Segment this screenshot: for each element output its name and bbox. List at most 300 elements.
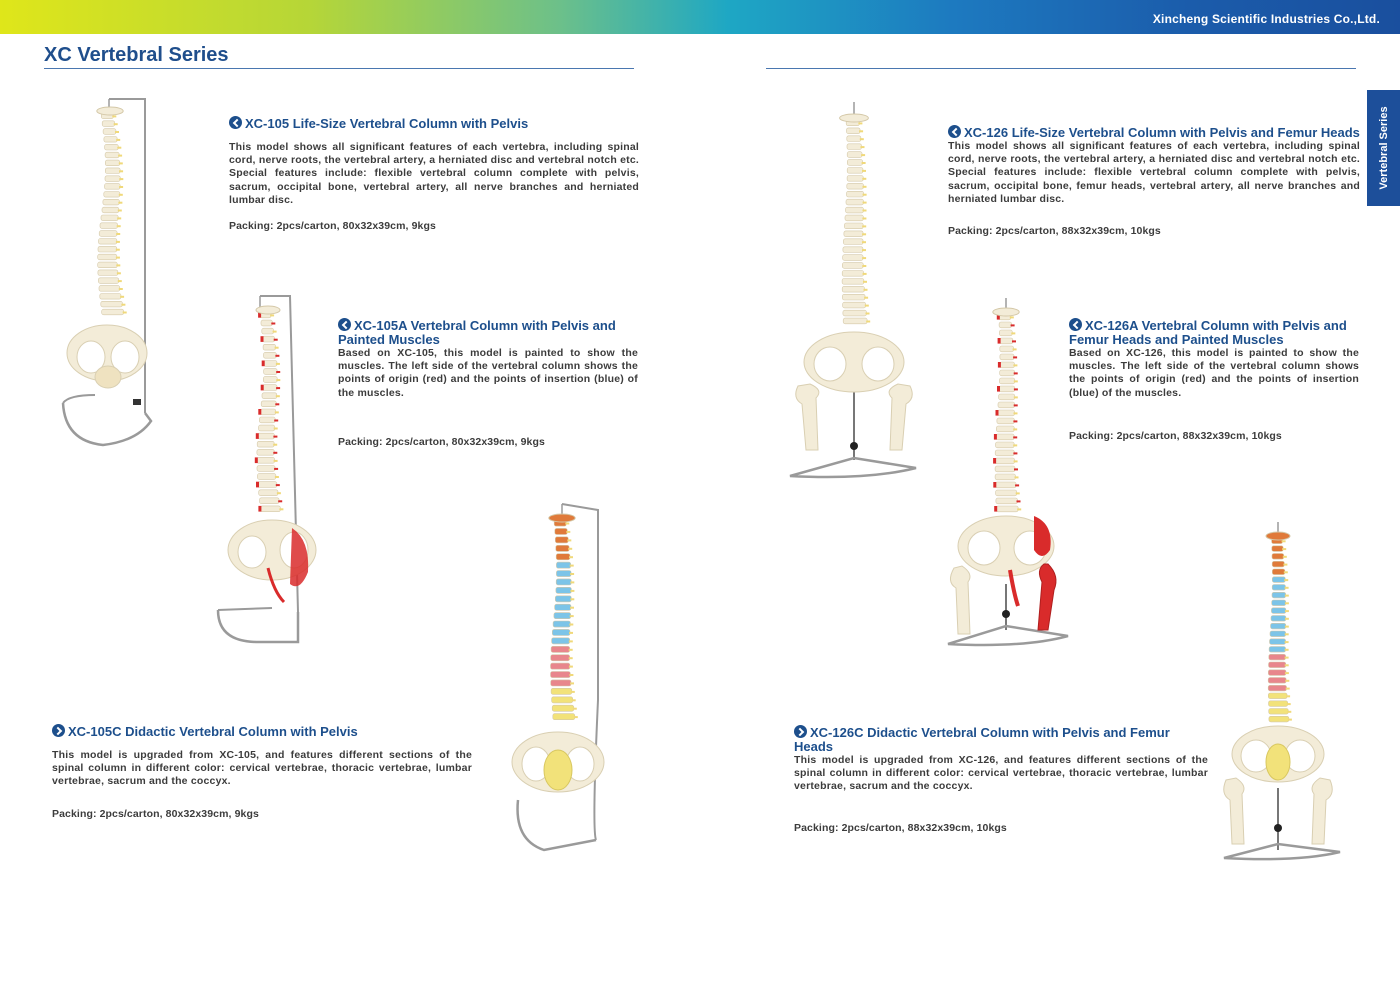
nerve-root — [572, 699, 576, 701]
nerve-root — [567, 539, 571, 541]
nerve-root — [116, 233, 120, 235]
vertebra — [99, 231, 117, 237]
xc105-title: XC-105 Life-Size Vertebral Column with Pelvis — [245, 116, 529, 131]
vertebra — [1272, 577, 1285, 583]
vertebra — [257, 441, 274, 447]
nerve-root — [117, 147, 121, 149]
chevron-right-circle-icon — [794, 725, 807, 738]
vertebra — [555, 528, 568, 534]
nerve-root — [1013, 348, 1017, 350]
vertebra — [105, 160, 120, 166]
vertebra — [1269, 701, 1288, 707]
nerve-root — [275, 476, 279, 478]
vertebra — [98, 270, 118, 276]
vertebra — [843, 255, 864, 261]
vertebra — [264, 352, 277, 358]
vertebra — [1000, 354, 1014, 360]
nerve-root — [1015, 484, 1019, 486]
nerve-root — [862, 170, 866, 172]
xc105c-title: XC-105C Didactic Vertebral Column with Pelvis — [68, 724, 358, 739]
vertebra — [1000, 338, 1013, 344]
vertebra — [551, 663, 570, 669]
xc105c-model-image — [500, 500, 610, 855]
nerve-root — [866, 321, 870, 323]
vertebra — [1272, 569, 1285, 575]
nerve-root — [1011, 332, 1015, 334]
xc126c-title: XC-126C Didactic Vertebral Column with Pelvis and Femur Heads — [794, 725, 1170, 754]
nerve-root — [274, 339, 278, 341]
xc105a-packing: Packing: 2pcs/carton, 80x32x39cm, 9kgs — [338, 436, 545, 448]
xc126c-packing: Packing: 2pcs/carton, 88x32x39cm, 10kgs — [794, 822, 1007, 834]
vertebra — [846, 207, 864, 213]
vertebra — [101, 301, 123, 307]
chevron-left-circle-icon — [1069, 318, 1082, 331]
nerve-root — [1285, 672, 1289, 674]
xc105-packing: Packing: 2pcs/carton, 80x32x39cm, 9kgs — [229, 220, 436, 232]
vertebra — [263, 344, 276, 350]
vertebra — [1269, 647, 1286, 653]
nerve-root — [121, 304, 125, 306]
nerve-root — [1285, 602, 1289, 604]
vertebra — [99, 286, 120, 292]
vertebra — [105, 184, 121, 190]
xc105a-block — [338, 318, 638, 458]
nerve-root — [858, 122, 862, 124]
vertebra — [552, 629, 570, 635]
vertebra — [842, 271, 863, 277]
nerve-root — [116, 264, 120, 266]
vertebra — [996, 490, 1017, 496]
nerve-root — [569, 649, 573, 651]
vertebra — [257, 474, 276, 480]
vertebra — [105, 152, 119, 158]
xc105a-title-row — [338, 318, 638, 347]
vertebra — [556, 554, 570, 560]
nerve-root — [1285, 664, 1289, 666]
vertebra — [263, 377, 277, 383]
nerve-root — [277, 492, 281, 494]
vertebra — [98, 254, 117, 260]
nerve-root — [1011, 324, 1015, 326]
nerve-root — [569, 624, 573, 626]
nerve-root — [123, 312, 127, 314]
xc126-title-row — [948, 125, 1360, 140]
vertebra — [997, 418, 1015, 424]
vertebra — [843, 239, 863, 245]
nerve-root — [1284, 579, 1288, 581]
nerve-root — [117, 225, 121, 227]
vertebra — [1272, 592, 1286, 598]
vertebra — [551, 655, 570, 661]
nerve-root — [860, 138, 864, 140]
vertebra — [100, 294, 121, 300]
nerve-root — [1010, 316, 1014, 318]
vertebra — [1271, 608, 1286, 614]
vertebra — [842, 286, 864, 292]
vertebra — [1268, 685, 1286, 691]
vertebra — [264, 369, 278, 375]
xc105c-description: This model is upgraded from XC-105, and features different sections of the spinal column in different color: cervical vertebrae, thoracic vertebrae, lumbar vertebrae, sacrum and the coccyx. — [52, 749, 472, 788]
vertebra — [843, 247, 863, 253]
nerve-root — [276, 395, 280, 397]
muscle-origin-mark — [994, 506, 997, 512]
muscle-origin-mark — [261, 336, 264, 342]
nerve-root — [1014, 412, 1018, 414]
vertebra — [846, 199, 864, 205]
nerve-root — [119, 170, 123, 172]
xc126-block — [948, 125, 1360, 250]
muscle-origin-mark — [998, 362, 1001, 368]
vertebra — [555, 604, 571, 610]
vertebra — [999, 322, 1012, 328]
muscle-origin-mark — [255, 457, 258, 463]
xc126c-model-image — [1218, 518, 1344, 866]
vertebra — [998, 402, 1015, 408]
vertebra — [105, 176, 120, 182]
vertebra — [556, 587, 572, 593]
xc105c-packing: Packing: 2pcs/carton, 80x32x39cm, 9kgs — [52, 808, 259, 820]
vertebra — [995, 466, 1015, 472]
muscle-origin-mark — [258, 409, 261, 415]
vertebra — [264, 361, 277, 367]
muscle-origin-mark — [996, 410, 999, 416]
vertebra — [553, 621, 570, 627]
nerve-root — [118, 280, 122, 282]
muscle-origin-mark — [997, 386, 1000, 392]
nerve-root — [862, 178, 866, 180]
vertebra — [996, 426, 1014, 432]
nerve-root — [116, 249, 120, 251]
nerve-root — [1015, 476, 1019, 478]
muscle-origin-mark — [258, 506, 261, 512]
vertebra — [556, 545, 569, 551]
chevron-right-circle-icon — [52, 724, 65, 737]
vertebra — [261, 401, 276, 407]
chevron-left-circle-icon — [229, 116, 242, 129]
nerve-root — [1014, 396, 1018, 398]
vertebra — [551, 672, 571, 678]
occipital-bone — [993, 308, 1019, 316]
vertebra — [260, 506, 280, 512]
vertebra — [551, 688, 572, 694]
nerve-root — [1013, 436, 1017, 438]
title-rule-right — [766, 68, 1356, 69]
nerve-root — [273, 436, 277, 438]
nerve-root — [119, 288, 123, 290]
nerve-root — [569, 556, 573, 558]
vertebra — [843, 310, 867, 316]
nerve-root — [270, 314, 274, 316]
xc126a-title: XC-126A Vertebral Column with Pelvis and Femur Heads and Painted Muscles — [1069, 318, 1347, 347]
side-tab[interactable] — [1367, 90, 1400, 206]
nerve-root — [569, 666, 573, 668]
vertebra — [1268, 670, 1286, 676]
nerve-root — [1286, 688, 1290, 690]
vertebra — [105, 168, 120, 174]
occipital-bone — [840, 114, 869, 122]
vertebra — [102, 121, 115, 127]
nerve-root — [1284, 571, 1288, 573]
vertebra — [995, 474, 1015, 480]
nerve-root — [863, 186, 867, 188]
nerve-root — [1013, 364, 1017, 366]
vertebra — [551, 646, 570, 652]
muscle-origin-mark — [993, 482, 996, 488]
xc105-title-row — [229, 116, 639, 131]
nerve-root — [569, 632, 573, 634]
vertebra — [995, 482, 1016, 488]
vertebra — [847, 136, 861, 142]
occipital-bone — [549, 514, 575, 522]
nerve-root — [863, 194, 867, 196]
nerve-root — [862, 249, 866, 251]
nerve-root — [276, 371, 280, 373]
vertebra — [1271, 616, 1286, 622]
vertebra — [999, 394, 1015, 400]
nerve-root — [1282, 548, 1286, 550]
nerve-root — [1013, 452, 1017, 454]
vertebra — [100, 223, 118, 229]
xc126a-model-image — [944, 294, 1074, 654]
nerve-root — [119, 194, 123, 196]
vertebra — [996, 434, 1014, 440]
vertebra — [98, 246, 117, 252]
nerve-root — [570, 615, 574, 617]
nerve-root — [1014, 460, 1018, 462]
nerve-root — [863, 210, 867, 212]
vertebra — [555, 596, 571, 602]
nerve-root — [566, 531, 570, 533]
nerve-root — [1285, 595, 1289, 597]
occipital-bone — [1266, 532, 1290, 540]
vertebra — [845, 215, 863, 221]
nerve-root — [1285, 587, 1289, 589]
nerve-root — [862, 265, 866, 267]
vertebra — [1000, 346, 1014, 352]
nerve-root — [570, 581, 574, 583]
nerve-root — [1285, 618, 1289, 620]
vertebra — [99, 239, 117, 245]
xc105a-model-image — [212, 292, 322, 647]
nerve-root — [1285, 626, 1289, 628]
nerve-root — [1014, 468, 1018, 470]
vertebra — [257, 457, 275, 463]
nerve-root — [865, 305, 869, 307]
nerve-root — [866, 313, 870, 315]
vertebra — [263, 336, 275, 342]
nerve-root — [864, 297, 868, 299]
nerve-root — [275, 347, 279, 349]
nerve-root — [862, 218, 866, 220]
nerve-root — [1282, 540, 1286, 542]
vertebra — [262, 393, 277, 399]
nerve-root — [118, 155, 122, 157]
nerve-root — [863, 281, 867, 283]
vertebra — [104, 192, 120, 198]
vertebra — [258, 482, 277, 488]
vertebra — [996, 442, 1015, 448]
xc126-packing: Packing: 2pcs/carton, 88x32x39cm, 10kgs — [948, 225, 1161, 237]
xc126c-description: This model is upgraded from XC-126, and features different sections of the spinal column in different color: cervical vertebrae, thoracic vertebrae, lumbar vertebrae, sacrum and the coccyx. — [794, 754, 1208, 793]
nerve-root — [1285, 649, 1289, 651]
nerve-root — [859, 130, 863, 132]
vertebra — [102, 309, 124, 315]
nerve-root — [276, 484, 280, 486]
vertebra — [995, 450, 1014, 456]
muscle-origin-mark — [998, 338, 1001, 344]
vertebra — [999, 386, 1015, 392]
nerve-root — [274, 460, 278, 462]
vertebra — [847, 160, 862, 166]
vertebra — [259, 425, 275, 431]
nerve-root — [1012, 340, 1016, 342]
xc126a-packing: Packing: 2pcs/carton, 88x32x39cm, 10kgs — [1069, 430, 1282, 442]
vertebra — [1272, 585, 1285, 591]
vertebra — [847, 168, 863, 174]
vertebra — [844, 231, 863, 237]
nerve-root — [568, 548, 572, 550]
nerve-root — [120, 296, 124, 298]
nerve-root — [274, 468, 278, 470]
nerve-root — [112, 115, 116, 117]
nerve-root — [117, 217, 121, 219]
nerve-root — [1017, 500, 1021, 502]
nerve-root — [276, 387, 280, 389]
vertebra — [847, 183, 864, 189]
nerve-root — [119, 162, 123, 164]
nerve-root — [1013, 420, 1017, 422]
nerve-root — [565, 523, 569, 525]
muscle-origin-mark — [261, 385, 264, 391]
vertebra — [1000, 370, 1015, 376]
nerve-root — [1013, 444, 1017, 446]
vertebra — [103, 129, 116, 135]
nerve-root — [862, 241, 866, 243]
side-tab-label: Vertebral Series — [1377, 106, 1390, 190]
vertebra — [1270, 639, 1286, 645]
nerve-root — [275, 403, 279, 405]
vertebra — [258, 433, 275, 439]
nerve-root — [1013, 428, 1017, 430]
nerve-root — [574, 716, 578, 718]
title-rule-left — [44, 68, 634, 69]
xc105-model-image — [55, 95, 155, 450]
nerve-root — [1014, 404, 1018, 406]
xc126a-description: Based on XC-126, this model is painted to show the muscles. The left side of the vertebral column shows the points of origin (red) and the points of insertion (blue) of the muscles. — [1069, 347, 1359, 399]
vertebra — [261, 320, 272, 326]
xc105-block — [229, 116, 639, 236]
nerve-root — [1283, 556, 1287, 558]
nerve-root — [117, 272, 121, 274]
vertebra — [551, 680, 571, 686]
xc105-description: This model shows all significant features of each vertebra, including spinal cord, nerve roots, the vertebral artery, a herniated disc and vertebral notch etc. Special features include: flexible vertebral column complete with pelvis, sacrum, occipital bone, vertebral artery, all nerve branches and herniated lumbar disc. — [229, 141, 639, 206]
nerve-root — [570, 590, 574, 592]
nerve-root — [863, 202, 867, 204]
xc105a-description: Based on XC-105, this model is painted to show the muscles. The left side of the vertebral column shows the points of origin (red) and the points of insertion (blue) of the muscles. — [338, 347, 638, 399]
vertebra — [1269, 709, 1289, 715]
vertebra — [257, 466, 275, 472]
nerve-root — [862, 257, 866, 259]
nerve-root — [271, 323, 275, 325]
vertebra — [1000, 362, 1015, 368]
vertebra — [101, 215, 118, 221]
xc126-description: This model shows all significant features of each vertebra, including spinal cord, nerve roots, the vertebral artery, a herniated disc and vertebral notch etc. Special features include: flexible vertebral column complete with pelvis, sacrum, occipital bone, femur heads, vertebral artery, all nerve branches and herniated lumbar disc. — [948, 140, 1360, 205]
vertebra — [553, 714, 575, 720]
nerve-root — [863, 273, 867, 275]
vertebra — [1268, 678, 1286, 684]
nerve-root — [571, 691, 575, 693]
nerve-root — [1017, 508, 1021, 510]
vertebra — [260, 409, 276, 415]
vertebra — [843, 318, 867, 324]
nerve-root — [570, 573, 574, 575]
xc105c-title-row — [52, 724, 472, 739]
xc126a-title-row — [1069, 318, 1359, 347]
nerve-root — [570, 682, 574, 684]
nerve-root — [114, 123, 118, 125]
vertebra — [556, 562, 570, 568]
nerve-root — [119, 178, 123, 180]
vertebra — [847, 176, 863, 182]
vertebra — [1269, 662, 1286, 668]
nerve-root — [1013, 356, 1017, 358]
vertebra — [555, 537, 568, 543]
nerve-root — [276, 379, 280, 381]
vertebra — [556, 579, 571, 585]
nerve-root — [569, 640, 573, 642]
nerve-root — [1014, 380, 1018, 382]
xc126a-block — [1069, 318, 1359, 448]
vertebra — [842, 263, 863, 269]
nerve-root — [116, 257, 120, 259]
xc126c-title-row — [794, 725, 1208, 754]
nerve-root — [1287, 703, 1291, 705]
nerve-root — [1016, 492, 1020, 494]
nerve-root — [273, 452, 277, 454]
vertebra — [1269, 716, 1289, 722]
nerve-root — [1285, 610, 1289, 612]
vertebra — [1268, 693, 1287, 699]
nerve-root — [862, 225, 866, 227]
nerve-root — [276, 363, 280, 365]
muscle-origin-mark — [256, 482, 259, 488]
vertebra — [1272, 600, 1286, 606]
vertebra — [1270, 631, 1286, 637]
nerve-root — [569, 674, 573, 676]
nerve-root — [570, 565, 574, 567]
nerve-root — [275, 355, 279, 357]
nerve-root — [861, 146, 865, 148]
muscle-origin-mark — [994, 434, 997, 440]
nerve-root — [1287, 711, 1291, 713]
vertebra — [1272, 554, 1284, 560]
vertebra — [104, 137, 117, 143]
nerve-root — [1285, 657, 1289, 659]
vertebra — [847, 128, 861, 134]
occipital-bone — [97, 107, 123, 115]
vertebra — [842, 294, 865, 300]
vertebra — [847, 144, 862, 150]
vertebra — [552, 705, 574, 711]
xc105a-title: XC-105A Vertebral Column with Pelvis and Painted Muscles — [338, 318, 616, 347]
nerve-root — [116, 139, 120, 141]
xc105c-block — [52, 724, 472, 834]
xc126-title: XC-126 Life-Size Vertebral Column with Pelvis and Femur Heads — [964, 125, 1360, 140]
vertebra — [263, 385, 277, 391]
vertebra — [999, 330, 1012, 336]
nerve-root — [864, 289, 868, 291]
nerve-root — [1283, 564, 1287, 566]
